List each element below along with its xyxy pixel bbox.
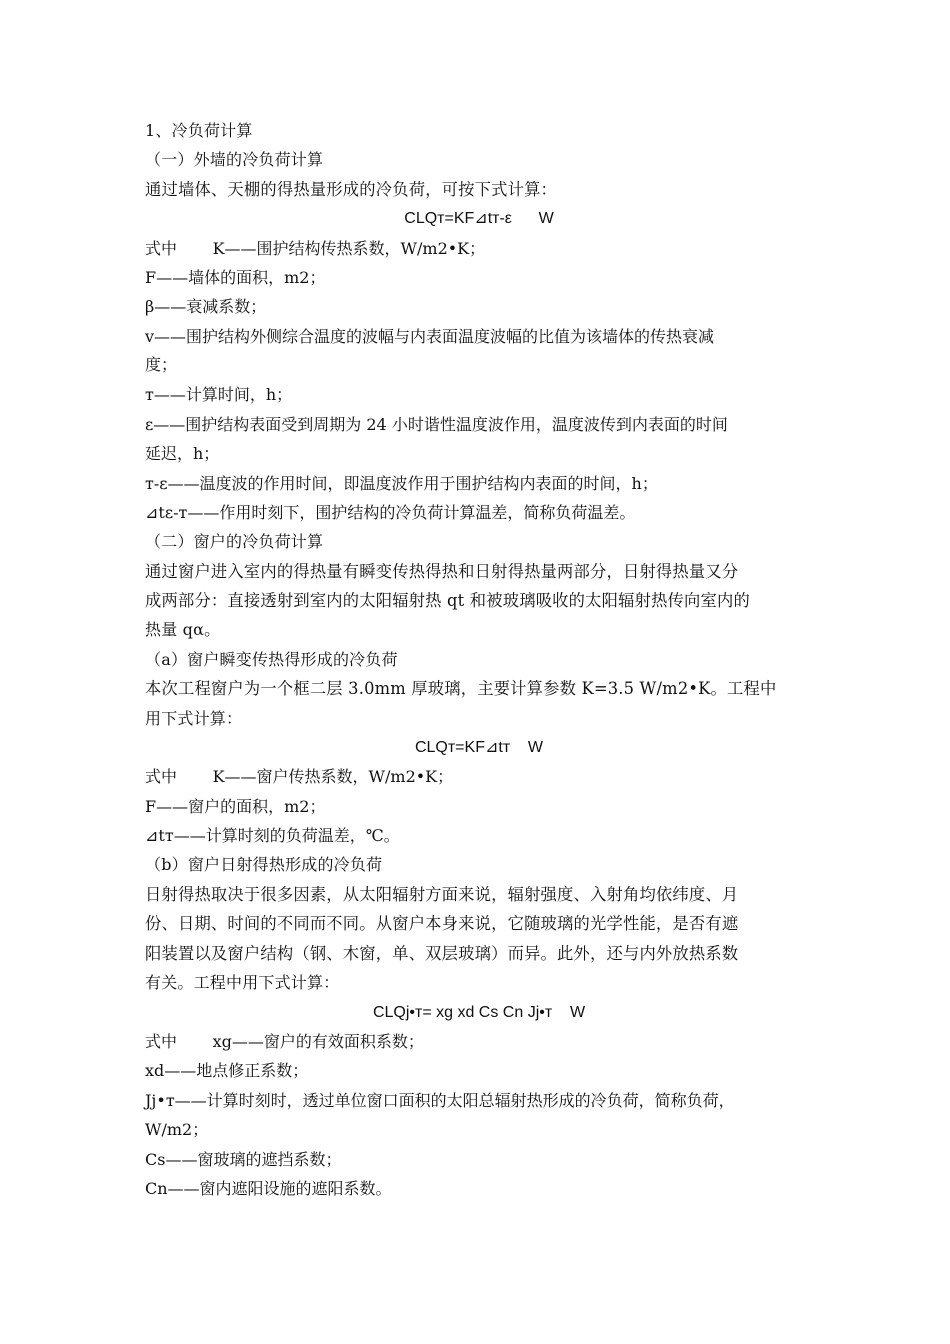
definition-f-window: F——窗户的面积，m2； bbox=[145, 797, 326, 816]
paragraph-window-line1: 通过窗户进入室内的得热量有瞬变传热得热和日射得热量两部分，日射得热量又分 bbox=[145, 562, 739, 581]
paragraph-solar-line4: 有关。工程中用下式计算： bbox=[145, 973, 340, 992]
definition-delta-t-window: ⊿tт——计算时刻的负荷温差，℃。 bbox=[145, 826, 400, 845]
definition-tau-minus-epsilon: т-ε——温度波的作用时间，即温度波作用于围护结构内表面的时间，h； bbox=[145, 474, 658, 493]
formula-wall-cooling-load: CLQт=KF⊿tт-ε W bbox=[404, 210, 554, 227]
definition-v-line2: 度； bbox=[145, 355, 178, 374]
subsection-title-exterior-wall: （一）外墙的冷负荷计算 bbox=[145, 150, 324, 169]
definition-epsilon-line2: 延迟，h； bbox=[145, 444, 220, 463]
subsection-title-window-transient: （a）窗户瞬变传热得形成的冷负荷 bbox=[145, 650, 398, 669]
formula-window-solar: CLQj•т= xg xd Cs Cn Jj•т W bbox=[372, 1004, 586, 1021]
paragraph-wall-intro: 通过墙体、天棚的得热量形成的冷负荷，可按下式计算： bbox=[145, 180, 558, 199]
definition-jj-line2: W/m2； bbox=[145, 1120, 209, 1139]
definition-load-temp-diff: ⊿tε-т——作用时刻下，围护结构的冷负荷计算温差，简称负荷温差。 bbox=[145, 503, 636, 522]
definition-cn: Cn——窗内遮阳设施的遮阳系数。 bbox=[145, 1179, 392, 1198]
definition-v-line1: v——围护结构外侧综合温度的波幅与内表面温度波幅的比值为该墙体的传热衰减 bbox=[145, 327, 715, 346]
definition-tau: т——计算时间，h； bbox=[145, 385, 293, 404]
section-heading: 1、冷负荷计算 bbox=[145, 121, 253, 140]
definition-k-window: 式中 K——窗户传热系数，W/m2•K； bbox=[145, 767, 454, 786]
paragraph-solar-line3: 阳装置以及窗户结构（钢、木窗，单、双层玻璃）而异。此外，还与内外放热系数 bbox=[145, 944, 739, 963]
paragraph-window-params-line1: 本次工程窗户为一个框二层 3.0mm 厚玻璃，主要计算参数 K=3.5 W/m2•K。工程中 bbox=[145, 679, 777, 698]
paragraph-window-line2: 成两部分：直接透射到室内的太阳辐射热 qt 和被玻璃吸收的太阳辐射热传向室内的 bbox=[145, 591, 750, 610]
paragraph-window-params-line2: 用下式计算： bbox=[145, 709, 243, 728]
definition-cs: Cs——窗玻璃的遮挡系数； bbox=[145, 1150, 342, 1169]
paragraph-solar-line2: 份、日期、时间的不同而不同。从窗户本身来说，它随玻璃的光学性能，是否有遮 bbox=[145, 914, 739, 933]
formula-window-transient: CLQт=KF⊿tт W bbox=[414, 739, 544, 756]
definition-xg: 式中 xg——窗户的有效面积系数； bbox=[145, 1032, 424, 1051]
definition-f-wall: F——墙体的面积，m2； bbox=[145, 268, 326, 287]
subsection-title-window-solar: （b）窗户日射得热形成的冷负荷 bbox=[145, 855, 383, 874]
paragraph-solar-line1: 日射得热取决于很多因素，从太阳辐射方面来说，辐射强度、入射角均依纬度、月 bbox=[145, 885, 739, 904]
definition-xd: xd——地点修正系数； bbox=[145, 1061, 309, 1080]
paragraph-window-line3: 热量 qα。 bbox=[145, 620, 221, 639]
subsection-title-window: （二）窗户的冷负荷计算 bbox=[145, 532, 324, 551]
definition-jj-line1: Jj•т——计算时刻时，透过单位窗口面积的太阳总辐射热形成的冷负荷，简称负荷， bbox=[145, 1091, 735, 1110]
definition-beta: β——衰减系数； bbox=[145, 297, 267, 316]
definition-k-wall: 式中 K——围护结构传热系数，W/m2•K； bbox=[145, 239, 486, 258]
definition-epsilon-line1: ε——围护结构表面受到周期为 24 小时谐性温度波作用，温度波传到内表面的时间 bbox=[145, 415, 728, 434]
